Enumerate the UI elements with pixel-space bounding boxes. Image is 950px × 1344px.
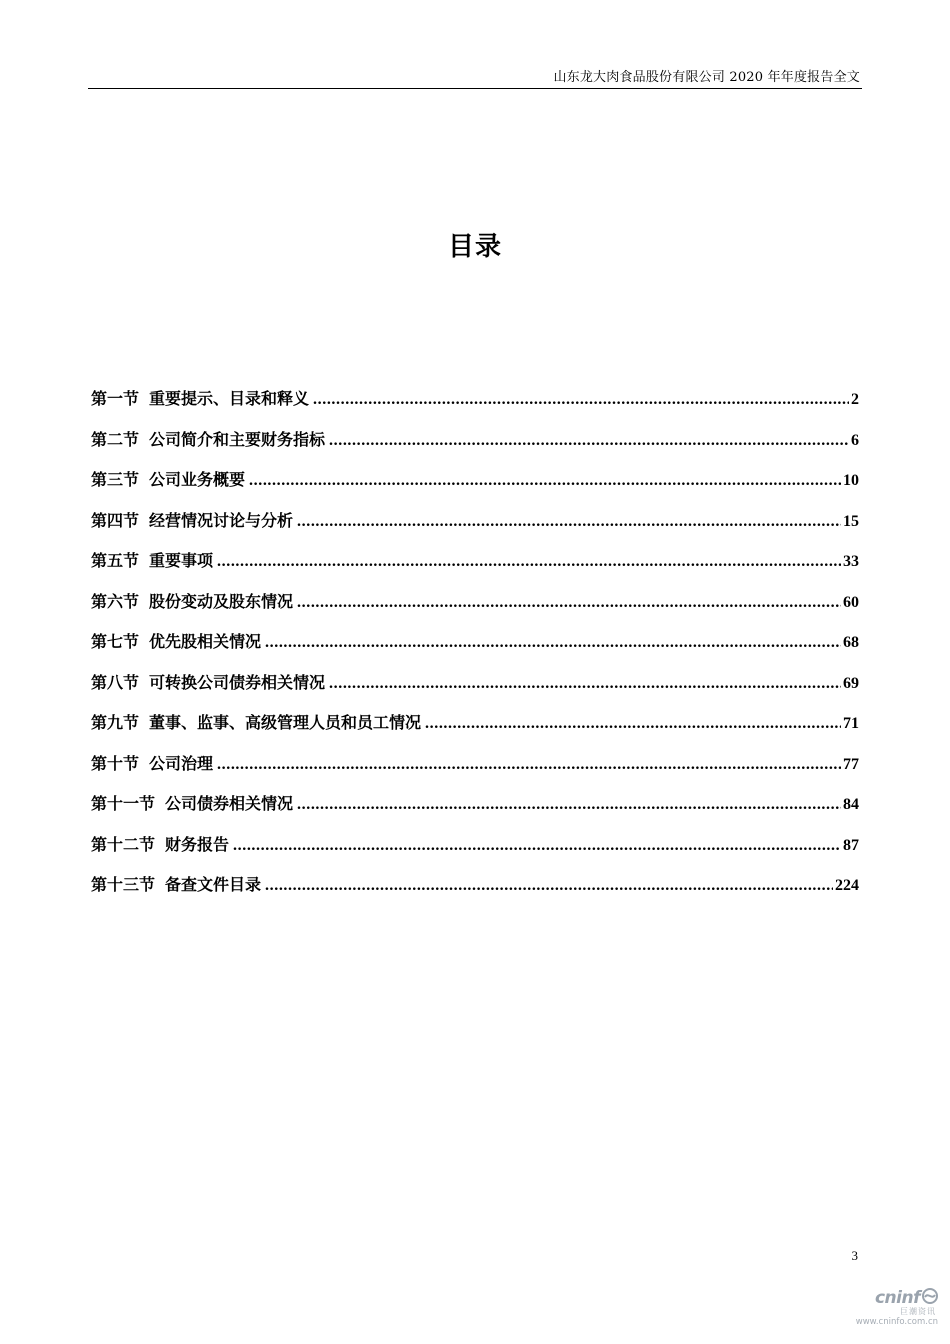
toc-dot-leader [329, 432, 849, 450]
toc-section-number: 第一节 [91, 389, 140, 408]
toc-section-title: 可转换公司债券相关情况 [149, 672, 326, 692]
toc-dot-leader [233, 837, 841, 855]
toc-page-number: 77 [843, 755, 859, 773]
toc-section-number: 第十二节 [91, 834, 156, 854]
toc-section-title: 公司治理 [149, 753, 214, 773]
toc-section-title: 公司业务概要 [149, 470, 246, 489]
toc-row[interactable] [91, 589, 859, 630]
toc-page-number: 15 [843, 512, 859, 530]
toc-dot-leader [313, 391, 849, 409]
toc-section-number: 第七节 [91, 632, 140, 651]
toc-page-number: 69 [843, 674, 859, 692]
toc-row[interactable] [91, 791, 859, 832]
header-rule [88, 88, 862, 89]
toc-section-number: 第五节 [91, 551, 140, 570]
toc-row[interactable] [91, 872, 859, 913]
toc-page-number: 6 [851, 431, 859, 449]
toc-dot-leader [425, 715, 841, 733]
toc-row[interactable] [91, 670, 859, 711]
toc-section-number: 第三节 [91, 470, 140, 489]
toc-section-title: 股份变动及股东情况 [149, 591, 294, 611]
toc-section-number: 第九节 [91, 713, 140, 732]
page-number: 3 [851, 1248, 858, 1263]
toc-page-number: 71 [843, 715, 859, 732]
toc-page-number: 10 [843, 472, 859, 489]
cninfo-logo-icon [922, 1288, 938, 1308]
watermark-subtext: 巨潮资讯 [900, 1307, 936, 1316]
toc-row[interactable] [91, 548, 859, 589]
cninfo-watermark [848, 1288, 938, 1336]
toc-dot-leader [265, 877, 833, 895]
toc-row[interactable] [91, 427, 859, 468]
toc-dot-leader [297, 796, 841, 814]
toc-row[interactable] [91, 386, 859, 427]
toc-section-title: 财务报告 [165, 834, 230, 854]
toc-section-title: 重要提示、目录和释义 [149, 389, 310, 408]
running-header: 山东龙大肉食品股份有限公司 2020 年年度报告全文 [553, 70, 860, 85]
toc-page-number: 84 [843, 796, 859, 813]
toc-row[interactable] [91, 832, 859, 873]
toc-page-number: 68 [843, 634, 859, 651]
page-title: 目录 [447, 232, 502, 262]
toc-page-number: 60 [843, 593, 859, 611]
toc-page-number: 2 [851, 391, 859, 408]
toc-dot-leader [249, 472, 841, 490]
table-of-contents [91, 386, 859, 913]
toc-section-number: 第十节 [91, 753, 140, 773]
watermark-logo-text: cninf [874, 1288, 920, 1308]
toc-section-title: 优先股相关情况 [149, 632, 262, 651]
toc-section-number: 第二节 [91, 429, 140, 449]
toc-section-title: 公司简介和主要财务指标 [149, 429, 326, 449]
toc-section-title: 重要事项 [149, 551, 214, 570]
toc-page-number: 87 [843, 836, 859, 854]
toc-section-title: 公司债券相关情况 [165, 794, 294, 813]
toc-section-title: 经营情况讨论与分析 [149, 510, 294, 530]
toc-section-number: 第十一节 [91, 794, 156, 813]
watermark-url: www.cninfo.com.cn [855, 1317, 938, 1327]
toc-section-number: 第六节 [91, 591, 140, 611]
toc-page-number: 33 [843, 553, 859, 570]
toc-dot-leader [297, 513, 841, 531]
toc-row[interactable] [91, 467, 859, 508]
toc-row[interactable] [91, 508, 859, 549]
toc-row[interactable] [91, 751, 859, 792]
toc-section-title: 备查文件目录 [165, 875, 262, 894]
toc-dot-leader [217, 553, 841, 571]
toc-page-number: 224 [835, 877, 859, 894]
toc-section-title: 董事、监事、高级管理人员和员工情况 [149, 713, 422, 732]
toc-section-number: 第十三节 [91, 875, 156, 894]
toc-dot-leader [297, 594, 841, 612]
toc-row[interactable] [91, 629, 859, 670]
toc-row[interactable] [91, 710, 859, 751]
toc-dot-leader [265, 634, 841, 652]
toc-section-number: 第四节 [91, 510, 140, 530]
toc-dot-leader [217, 756, 841, 774]
toc-section-number: 第八节 [91, 672, 140, 692]
toc-dot-leader [329, 675, 841, 693]
